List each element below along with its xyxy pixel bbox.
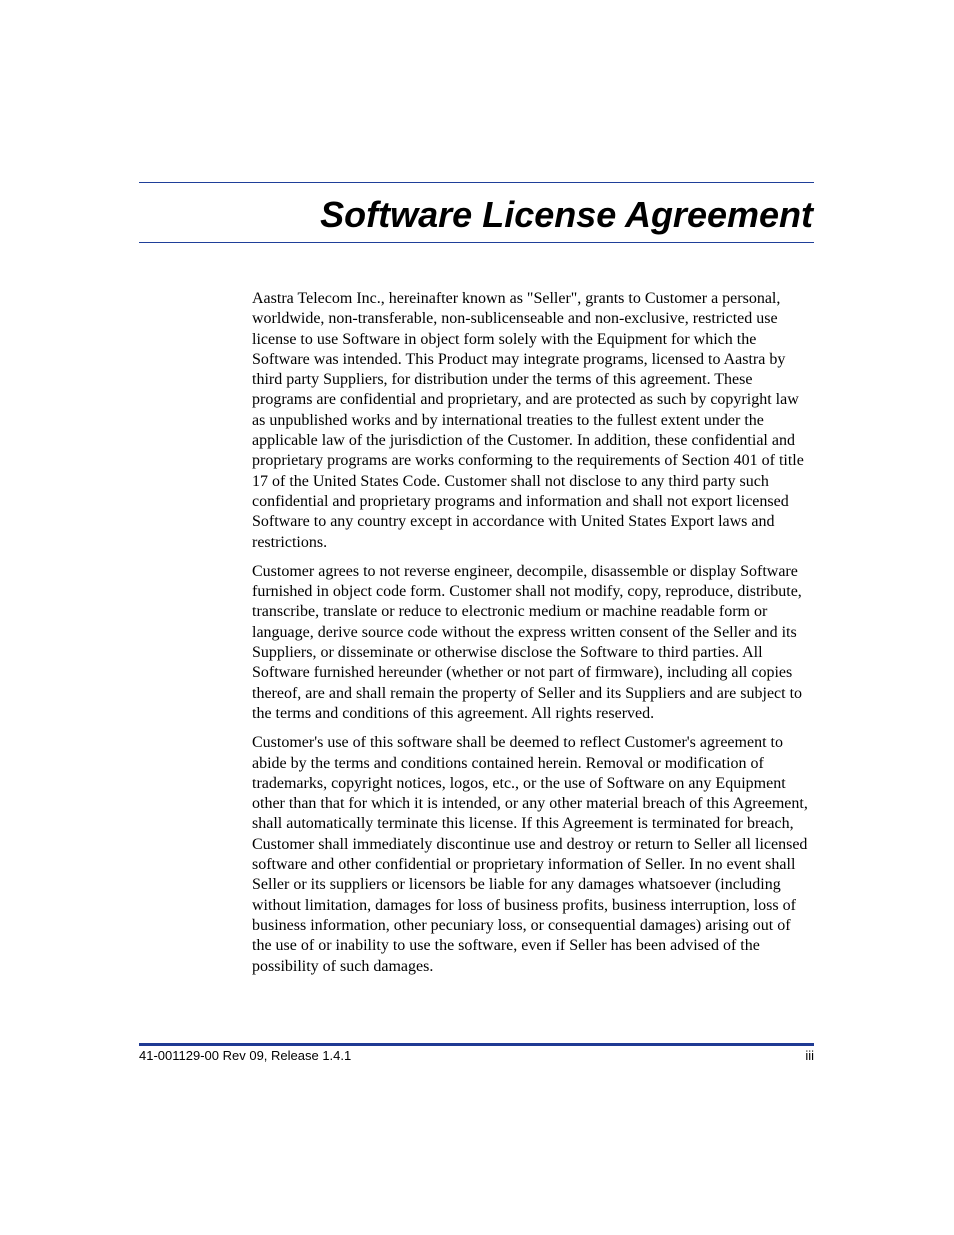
license-paragraph-grant: Aastra Telecom Inc., hereinafter known as "Seller", grants to Customer a personal, worldwide, non-transferable, non-sublicenseable and non-exclusive, restricted use license to use Software in object form solely with the Equipment for which the Software was intended. This Product may integrate programs, licensed to Aastra by third party Suppliers, for distribution under the terms of this agreement. These programs are confidential and proprietary, and are protected as such by copyright law as unpublished works and by international treaties to the fullest extent under the applicable law of the jurisdiction of the Customer. In addition, these confidential and proprietary programs are works conforming to the requirements of Section 401 of title 17 of the United States Code. Customer shall not disclose to any third party such confidential and proprietary programs and information and shall not export licensed Software to any country except in accordance with United States Export laws and restrictions. [252, 290, 804, 551]
title-bottom-rule [139, 242, 814, 243]
license-body [252, 289, 814, 986]
page-title: Software License Agreement [320, 194, 813, 235]
title-top-rule [139, 182, 814, 183]
footer-rule [139, 1043, 814, 1046]
footer-page-number: iii [805, 1048, 814, 1063]
license-paragraph-restrictions: Customer agrees to not reverse engineer, decompile, disassemble or display Software furnished in object code form. Customer shall not modify, copy, reproduce, distribute, transcribe, translate or reduce to electronic medium or machine readable form or language, derive source code without the express written consent of the Seller and its Suppliers, or disseminate or otherwise disclose the Software to third parties. All Software furnished hereunder (whether or not part of firmware), including all copies thereof, are and shall remain the property of Seller and its Suppliers and are subject to the terms and conditions of this agreement. All rights reserved. [252, 562, 803, 722]
license-paragraph-termination: Customer's use of this software shall be deemed to reflect Customer's agreement to abide by the terms and conditions contained herein. Removal or modification of trademarks, copyright notices, logos, etc., or the use of Software on any Equipment other than that for which it is intended, or any other material breach of this Agreement, shall automatically terminate this license. If this Agreement is terminated for breach, Customer shall immediately discontinue use and destroy or return to Seller all licensed software and other confidential or proprietary information of Seller. In no event shall Seller or its suppliers or licensors be liable for any damages whatsoever (including without limitation, damages for loss of business profits, business interruption, loss of business information, other pecuniary loss, or consequential damages) arising out of the use of or inability to use the software, even if Seller has been advised of the possibility of such damages. [252, 734, 808, 975]
footer-document-id: 41-001129-00 Rev 09, Release 1.4.1 [139, 1048, 352, 1063]
